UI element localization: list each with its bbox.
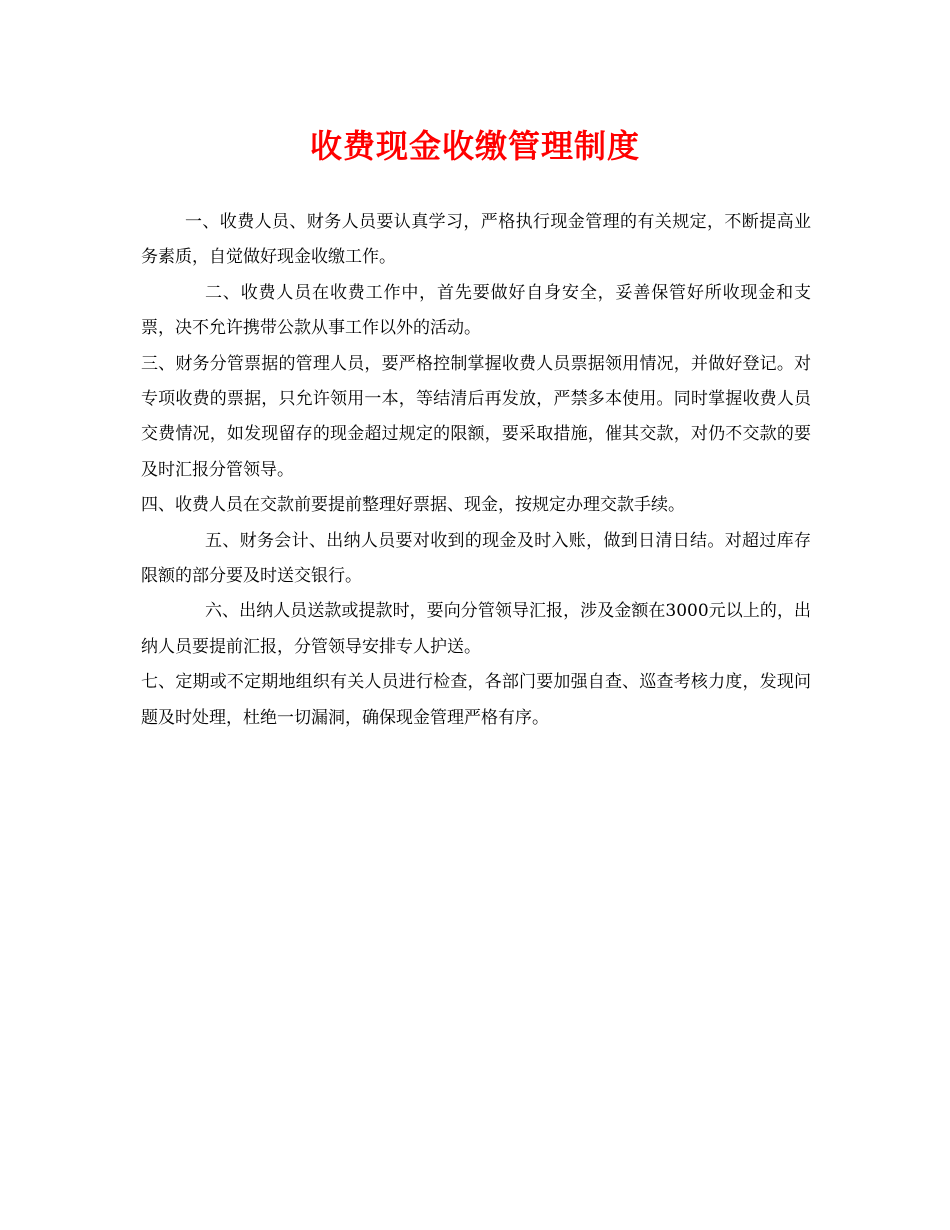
paragraph-7: 七、定期或不定期地组织有关人员进行检查，各部门要加强自查、巡查考核力度，发现问题及时处理，杜绝一切漏洞，确保现金管理严格有序。 xyxy=(141,672,811,728)
paragraph-4: 四、收费人员在交款前要提前整理好票据、现金，按规定办理交款手续。 xyxy=(141,495,685,516)
paragraph-5: 五、财务会计、出纳人员要对收到的现金及时入账，做到日清日结。对超过库存限额的部分要及时送交银行。 xyxy=(141,530,811,587)
paragraph-2: 二、收费人员在收费工作中，首先要做好自身安全，妥善保管好所收现金和支票，决不允许携带公款从事工作以外的活动。 xyxy=(141,282,811,339)
paragraph-3: 三、财务分管票据的管理人员，要严格控制掌握收费人员票据领用情况，并做好登记。对专项收费的票据，只允许领用一本，等结清后再发放，严禁多本使用。同时掌握收费人员交费情况，如发现留存的现金超过规定的限额，要采取措施，催其交款，对仍不交款的要及时汇报分管领导。 xyxy=(141,353,811,480)
paragraph-1: 一、收费人员、财务人员要认真学习，严格执行现金管理的有关规定，不断提高业务素质，自觉做好现金收缴工作。 xyxy=(141,212,811,268)
paragraph-6: 六、出纳人员送款或提款时，要向分管领导汇报，涉及金额在3000元以上的，出纳人员要提前汇报，分管领导安排专人护送。 xyxy=(141,601,811,657)
document-title: 收费现金收缴管理制度 xyxy=(309,127,640,165)
document-body xyxy=(141,205,811,736)
